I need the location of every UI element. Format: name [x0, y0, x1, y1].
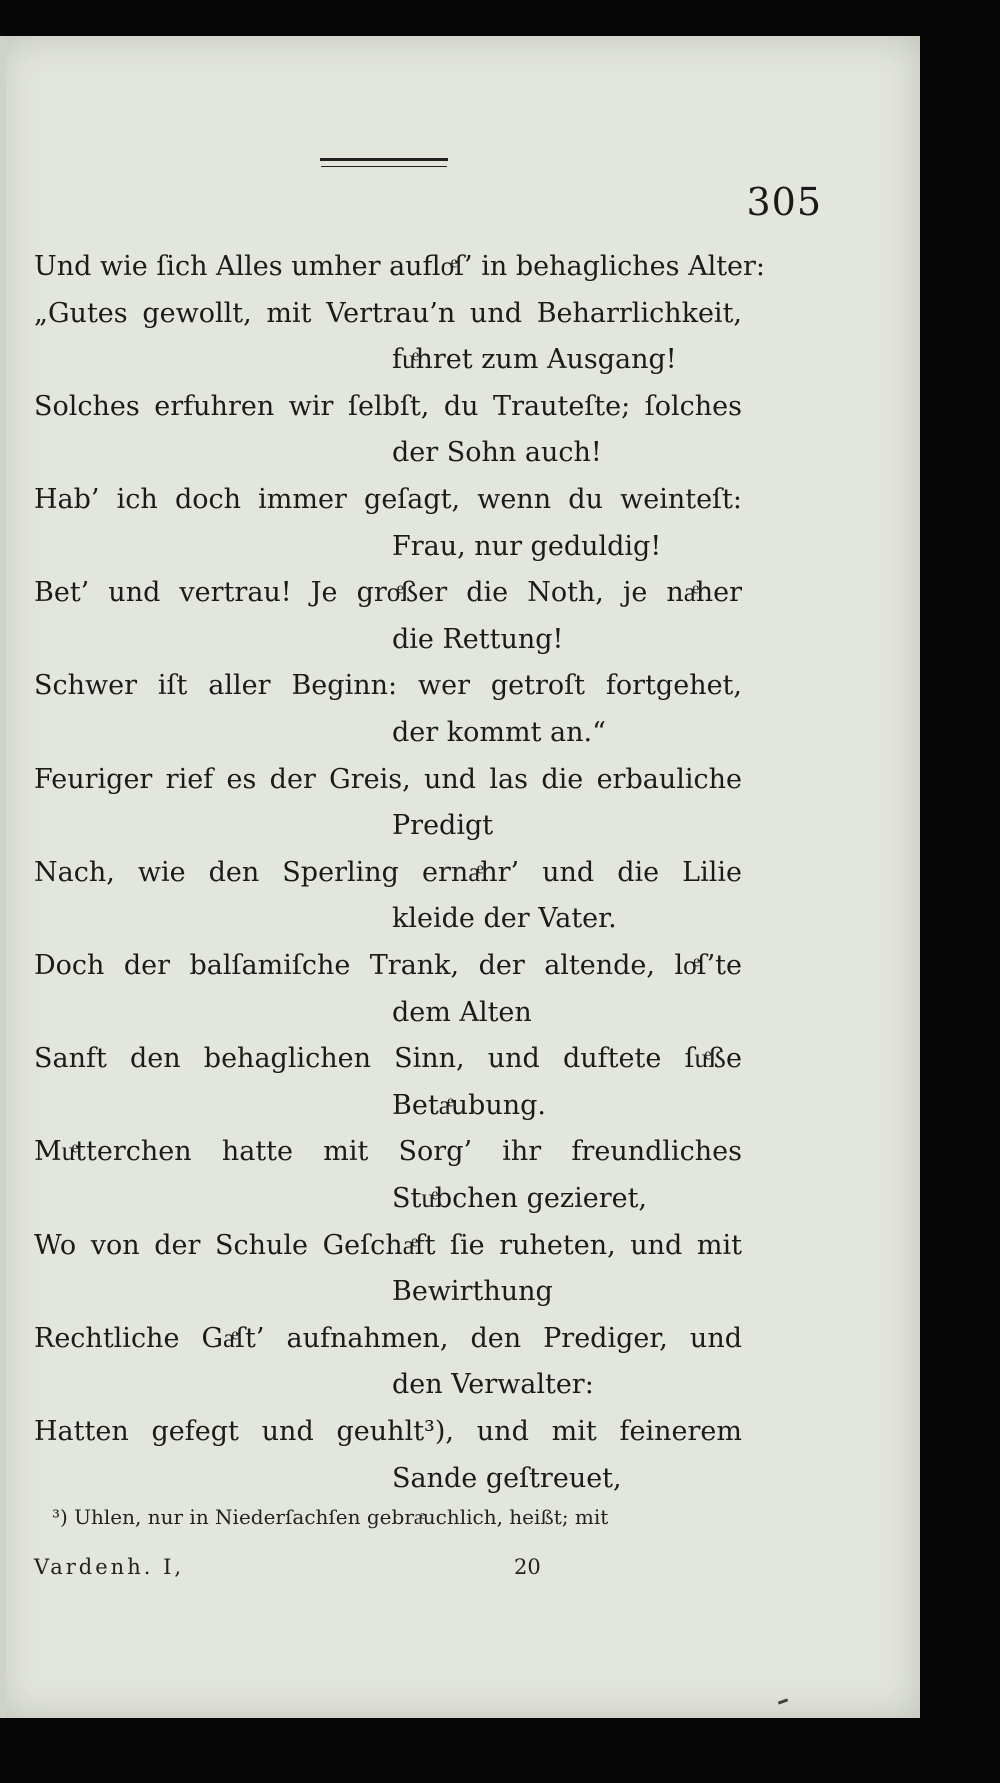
page-number: 305	[746, 180, 822, 224]
verse-line: Schwer iſt aller Beginn: wer getroſt fortgehet,	[34, 670, 742, 701]
verse-continuation: Frau, nur geduldig!	[392, 531, 662, 562]
verse-line: Solches erfuhren wir ſelbſt, du Trauteſte; ſolches	[34, 391, 742, 422]
verse-continuation: dem Alten	[392, 997, 532, 1028]
verse-line: Muͤtterchen hatte mit Sorg’ ihr freundliches	[34, 1136, 742, 1167]
verse-continuation: fuͤhret zum Ausgang!	[392, 344, 677, 375]
verse-continuation: Betaͤubung.	[392, 1090, 546, 1121]
verse-continuation: den Verwalter:	[392, 1369, 594, 1400]
verse-line: „Gutes gewollt, mit Vertrau’n und Beharrlichkeit,	[34, 298, 742, 329]
sheet-number: 20	[514, 1555, 541, 1579]
verse-continuation: der Sohn auch!	[392, 437, 602, 468]
verse-continuation: Sande geſtreuet,	[392, 1463, 622, 1494]
verse-line: Hab’ ich doch immer geſagt, wenn du weinteſt:	[34, 484, 742, 515]
signature-mark: Vardenh. I,	[34, 1555, 185, 1579]
footnote: ³) Uhlen, nur in Niederſachſen gebraͤuchlich, heißt; mit	[52, 1505, 609, 1529]
verse-continuation: Predigt	[392, 810, 494, 841]
verse-line: Sanft den behaglichen Sinn, und duftete ſuͤße	[34, 1043, 742, 1074]
verse-continuation: der kommt an.“	[392, 717, 606, 748]
verse-line: Feuriger rief es der Greis, und las die erbauliche	[34, 764, 742, 795]
verse-line: Hatten gefegt und geuhlt³), und mit feinerem	[34, 1416, 742, 1447]
verse-continuation: Stuͤbchen gezieret,	[392, 1183, 648, 1214]
verse-continuation: kleide der Vater.	[392, 903, 617, 934]
verse-line: Und wie ſich Alles umher aufloͤſ’ in behagliches Alter:	[34, 251, 766, 282]
verse-line: Doch der balſamiſche Trank, der altende, loͤſ’te	[34, 950, 742, 981]
verse-line: Nach, wie den Sperling ernaͤhr’ und die Lilie	[34, 857, 742, 888]
verse-line: Rechtliche Gaͤſt’ aufnahmen, den Prediger, und	[34, 1323, 742, 1354]
verse-continuation: Bewirthung	[392, 1276, 553, 1307]
verse-line: Wo von der Schule Geſchaͤft ſie ruheten, und mit	[34, 1230, 742, 1261]
verse-continuation: die Rettung!	[392, 624, 564, 655]
verse-line: Bet’ und vertrau! Je groͤßer die Noth, je naͤher	[34, 577, 742, 608]
